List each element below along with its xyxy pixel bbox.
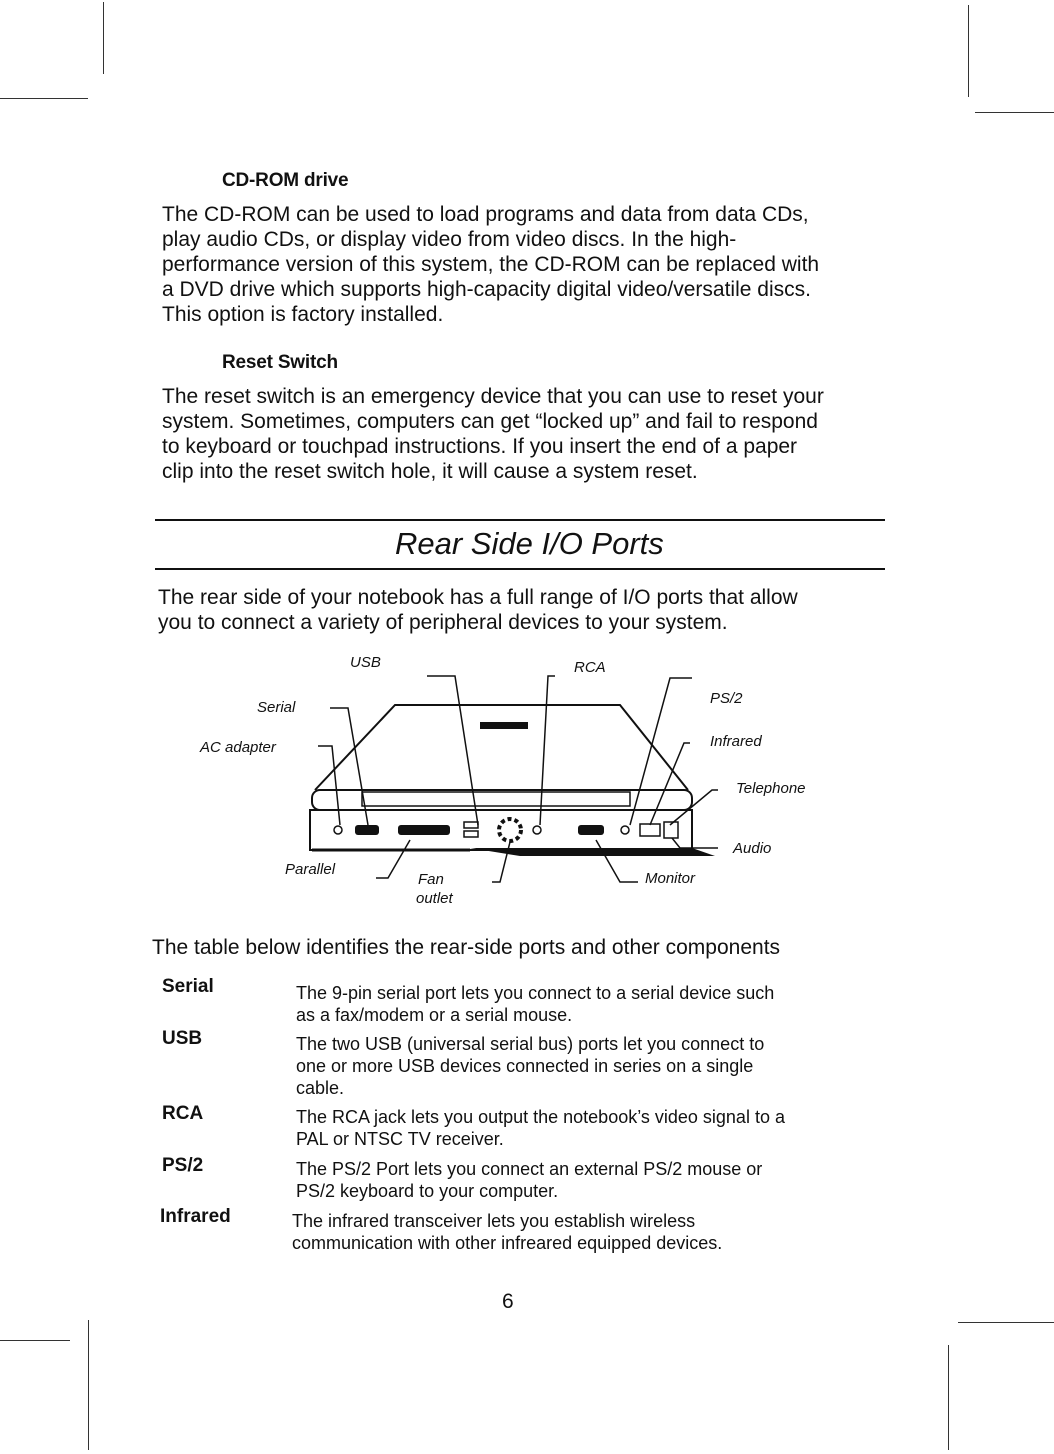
fan-outlet-icon: [499, 819, 521, 841]
label-audio: Audio: [733, 840, 772, 857]
ps2-port-icon: [621, 826, 629, 834]
crop-mark: [958, 1322, 1054, 1323]
text-line: system. Sometimes, computers can get “locked up” and fail to respond: [162, 410, 818, 433]
crop-mark: [88, 1320, 89, 1450]
label-telephone: Telephone: [736, 780, 806, 797]
desc-usb: [296, 1033, 876, 1099]
text-line: you to connect a variety of peripheral devices to your system.: [158, 611, 728, 634]
text-line: PS/2 keyboard to your computer.: [296, 1181, 559, 1201]
section-title: Rear Side I/O Ports: [395, 526, 664, 561]
label-monitor: Monitor: [645, 870, 696, 887]
leader-line: [596, 840, 638, 882]
label-usb: USB: [350, 654, 381, 671]
text-line: play audio CDs, or display video from video discs. In the high-: [162, 228, 737, 251]
reset-heading: Reset Switch: [222, 352, 338, 373]
text-line: as a fax/modem or a serial mouse.: [296, 1005, 573, 1025]
text-line: to keyboard or touchpad instructions. If you insert the end of a paper: [162, 435, 798, 458]
label-serial: Serial: [257, 699, 296, 716]
text-line: communication with other infreared equipped devices.: [292, 1233, 723, 1253]
leader-line: [540, 676, 555, 825]
telephone-port-icon: [640, 824, 660, 836]
text-line: The rear side of your notebook has a full range of I/O ports that allow: [158, 586, 798, 609]
term-ps2: PS/2: [162, 1155, 204, 1176]
text-line: The 9-pin serial port lets you connect to a serial device such: [296, 983, 775, 1003]
laptop-lid: [315, 705, 688, 790]
usb-port-icon: [464, 822, 478, 828]
table-intro: The table below identifies the rear-side ports and other components: [152, 936, 781, 959]
label-fan: Fan: [418, 871, 444, 888]
crop-mark: [948, 1345, 949, 1450]
serial-port-icon: [355, 825, 379, 835]
label-rca: RCA: [574, 659, 606, 676]
monitor-port-icon: [578, 825, 604, 835]
desc-rca: [296, 1106, 876, 1150]
text-line: The RCA jack lets you output the notebook’s video signal to a: [296, 1107, 785, 1127]
rca-port-icon: [533, 826, 541, 834]
label-fan-outlet: outlet: [416, 890, 453, 907]
text-line: PAL or NTSC TV receiver.: [296, 1129, 504, 1149]
text-line: The CD-ROM can be used to load programs and data from data CDs,: [162, 203, 809, 226]
term-usb: USB: [162, 1028, 203, 1049]
hinge-center: [362, 792, 630, 806]
term-infrared: Infrared: [160, 1206, 231, 1227]
text-line: The two USB (universal serial bus) ports let you connect to: [296, 1034, 765, 1054]
desc-ps2: [296, 1158, 876, 1202]
label-ps2: PS/2: [710, 690, 743, 707]
text-line: performance version of this system, the CD-ROM can be replaced with: [162, 253, 820, 276]
term-serial: Serial: [162, 976, 214, 997]
desc-serial: [296, 982, 876, 1026]
leader-line: [672, 838, 718, 848]
label-ac-adapter: AC adapter: [200, 739, 276, 756]
text-line: The PS/2 Port lets you connect an external PS/2 mouse or: [296, 1159, 763, 1179]
cdrom-heading: CD-ROM drive: [222, 170, 349, 191]
text-line: The reset switch is an emergency device that you can use to reset your: [162, 385, 824, 408]
leader-line: [376, 840, 410, 878]
term-rca: RCA: [162, 1103, 204, 1124]
parallel-port-icon: [398, 825, 450, 835]
text-line: cable.: [296, 1078, 345, 1098]
text-line: The infrared transceiver lets you establish wireless: [292, 1211, 696, 1231]
leader-line: [630, 678, 692, 825]
crop-mark: [0, 1340, 70, 1341]
text-line: This option is factory installed.: [162, 303, 444, 326]
usb-port-icon: [464, 831, 478, 837]
label-parallel: Parallel: [285, 861, 336, 878]
leader-line: [670, 790, 718, 825]
text-line: one or more USB devices connected in series on a single: [296, 1056, 754, 1076]
leader-line: [318, 746, 340, 825]
leader-line: [330, 708, 368, 825]
desc-infrared: [292, 1210, 872, 1254]
page-number: 6: [502, 1290, 514, 1313]
logo-mark: [480, 722, 528, 729]
leader-line: [427, 676, 478, 825]
label-infrared: Infrared: [710, 733, 762, 750]
text-line: a DVD drive which supports high-capacity digital video/versatile discs.: [162, 278, 811, 301]
ac-adapter-port-icon: [334, 826, 342, 834]
text-line: clip into the reset switch hole, it will cause a system reset.: [162, 460, 698, 483]
